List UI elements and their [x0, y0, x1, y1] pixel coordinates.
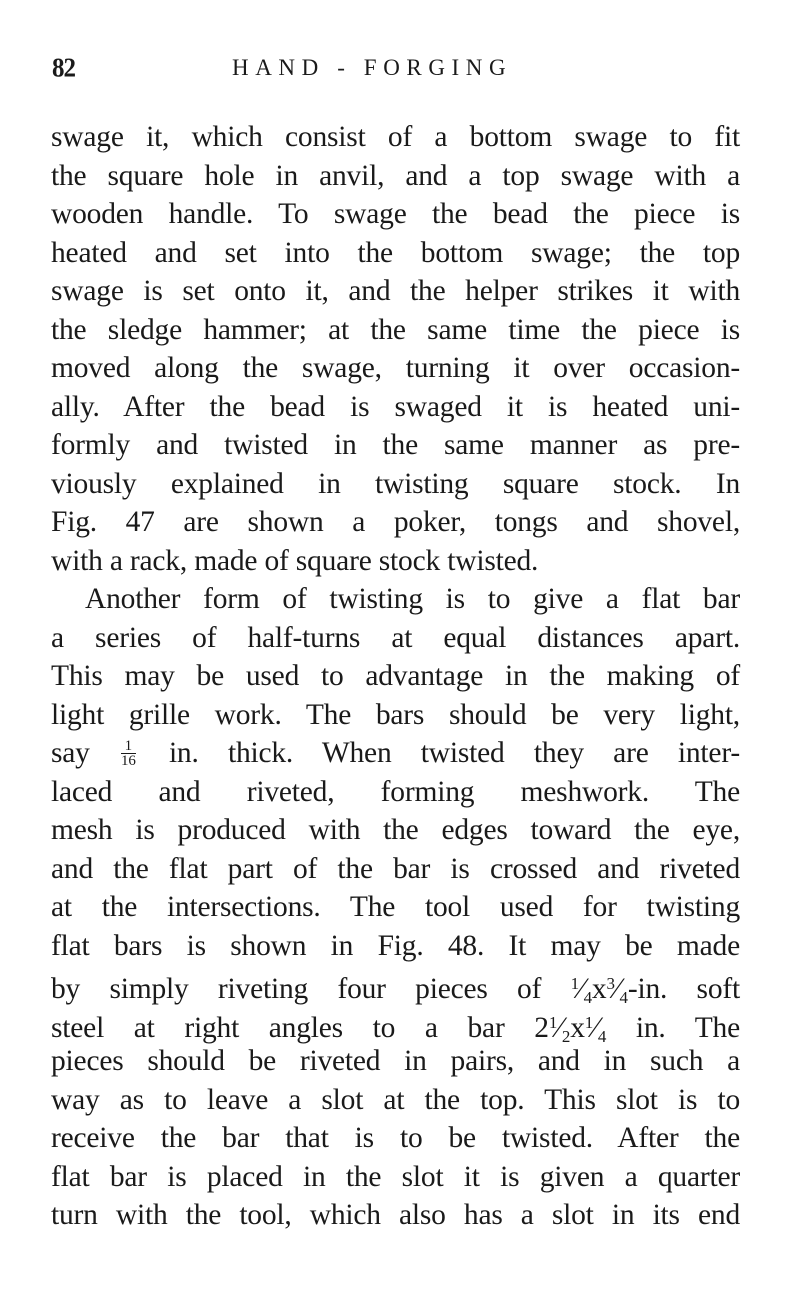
text-fragment: in. The	[606, 1011, 740, 1044]
fraction-one-quarter	[585, 1012, 606, 1044]
text-line-fraction	[51, 965, 740, 1007]
text-line: This may be used to advantage in the making of	[51, 660, 740, 692]
text-line: a series of half-turns at equal distances apart.	[51, 621, 740, 654]
text-fragment: say	[51, 737, 90, 769]
fraction-slash: ⁄	[614, 973, 620, 1005]
fraction-slash: ⁄	[578, 973, 584, 1005]
text-line: pieces should be riveted in pairs, and in such a	[51, 1045, 740, 1077]
text-line: ally. After the bead is swaged it is heated uni-	[51, 390, 740, 423]
text-fragment: in. thick. When twisted they are inter-	[168, 737, 740, 769]
paragraph-end-line: with a rack, made of square stock twisted.	[51, 544, 539, 577]
fraction-one-half	[549, 1012, 570, 1044]
text-line: at the intersections. The tool used for twisting	[51, 891, 740, 923]
running-head	[52, 50, 742, 90]
text-line: wooden handle. To swage the bead the piece is	[51, 198, 740, 230]
text-line: heated and set into the bottom swage; the top	[51, 236, 740, 269]
text-line: flat bars is shown in Fig. 48. It may be made	[51, 929, 740, 962]
fraction-numerator: 1	[584, 1012, 594, 1032]
text-line: receive the bar that is to be twisted. After the	[51, 1122, 740, 1154]
fraction-denominator: 16	[121, 752, 136, 769]
text-line: swage is set onto it, and the helper strikes it with	[51, 275, 740, 307]
text-line-fraction	[51, 1004, 740, 1046]
fraction-one-quarter	[571, 973, 592, 1005]
text-line: mesh is produced with the edges toward the eye,	[51, 814, 740, 846]
text-fragment: by simply riveting four pieces of	[51, 973, 571, 1005]
page-number: 82	[52, 54, 75, 84]
text-line: swage it, which consist of a bottom swage to fit	[51, 121, 740, 153]
fraction-denominator: 2	[561, 1026, 571, 1046]
text-line-fraction	[51, 734, 740, 773]
times-sign: x	[591, 973, 607, 1005]
text-line: the square hole in anvil, and a top swage with a	[51, 159, 740, 192]
body-text	[51, 118, 740, 1235]
text-line: formly and twisted in the same manner as pre-	[51, 429, 740, 461]
text-fragment: steel at right angles to a bar 2	[51, 1011, 549, 1044]
text-line: Fig. 47 are shown a poker, tongs and shovel,	[51, 506, 740, 538]
fraction-one-sixteenth	[121, 739, 136, 768]
fraction-denominator: 4	[597, 1026, 607, 1046]
text-line: way as to leave a slot at the top. This slot is to	[51, 1083, 740, 1116]
text-fragment: -in. soft	[627, 973, 740, 1005]
text-line: turn with the tool, which also has a slot in its end	[51, 1199, 740, 1231]
fraction-slash: ⁄	[557, 1011, 562, 1044]
text-line: moved along the swage, turning it over occasion-	[51, 352, 740, 384]
fraction-denominator: 4	[583, 988, 592, 1007]
fraction-numerator: 1	[570, 974, 579, 993]
paragraph-start-line: Another form of twisting is to give a flat bar	[85, 583, 740, 615]
fraction-numerator: 3	[606, 974, 615, 993]
running-title: HAND - FORGING	[232, 55, 513, 80]
text-line: the sledge hammer; at the same time the piece is	[51, 313, 740, 346]
text-line: light grille work. The bars should be very light,	[51, 698, 740, 731]
text-line: flat bar is placed in the slot it is given a quarter	[51, 1160, 740, 1193]
fraction-denominator: 4	[619, 988, 628, 1007]
text-line: and the flat part of the bar is crossed and riveted	[51, 852, 740, 885]
text-line: laced and riveted, forming meshwork. The	[51, 775, 740, 808]
fraction-numerator: 1	[121, 739, 136, 754]
fraction-three-quarters	[606, 973, 627, 1005]
fraction-numerator: 1	[548, 1012, 558, 1032]
text-line: viously explained in twisting square stock. In	[51, 467, 740, 500]
fraction-slash: ⁄	[593, 1011, 598, 1044]
times-sign: x	[570, 1011, 585, 1044]
